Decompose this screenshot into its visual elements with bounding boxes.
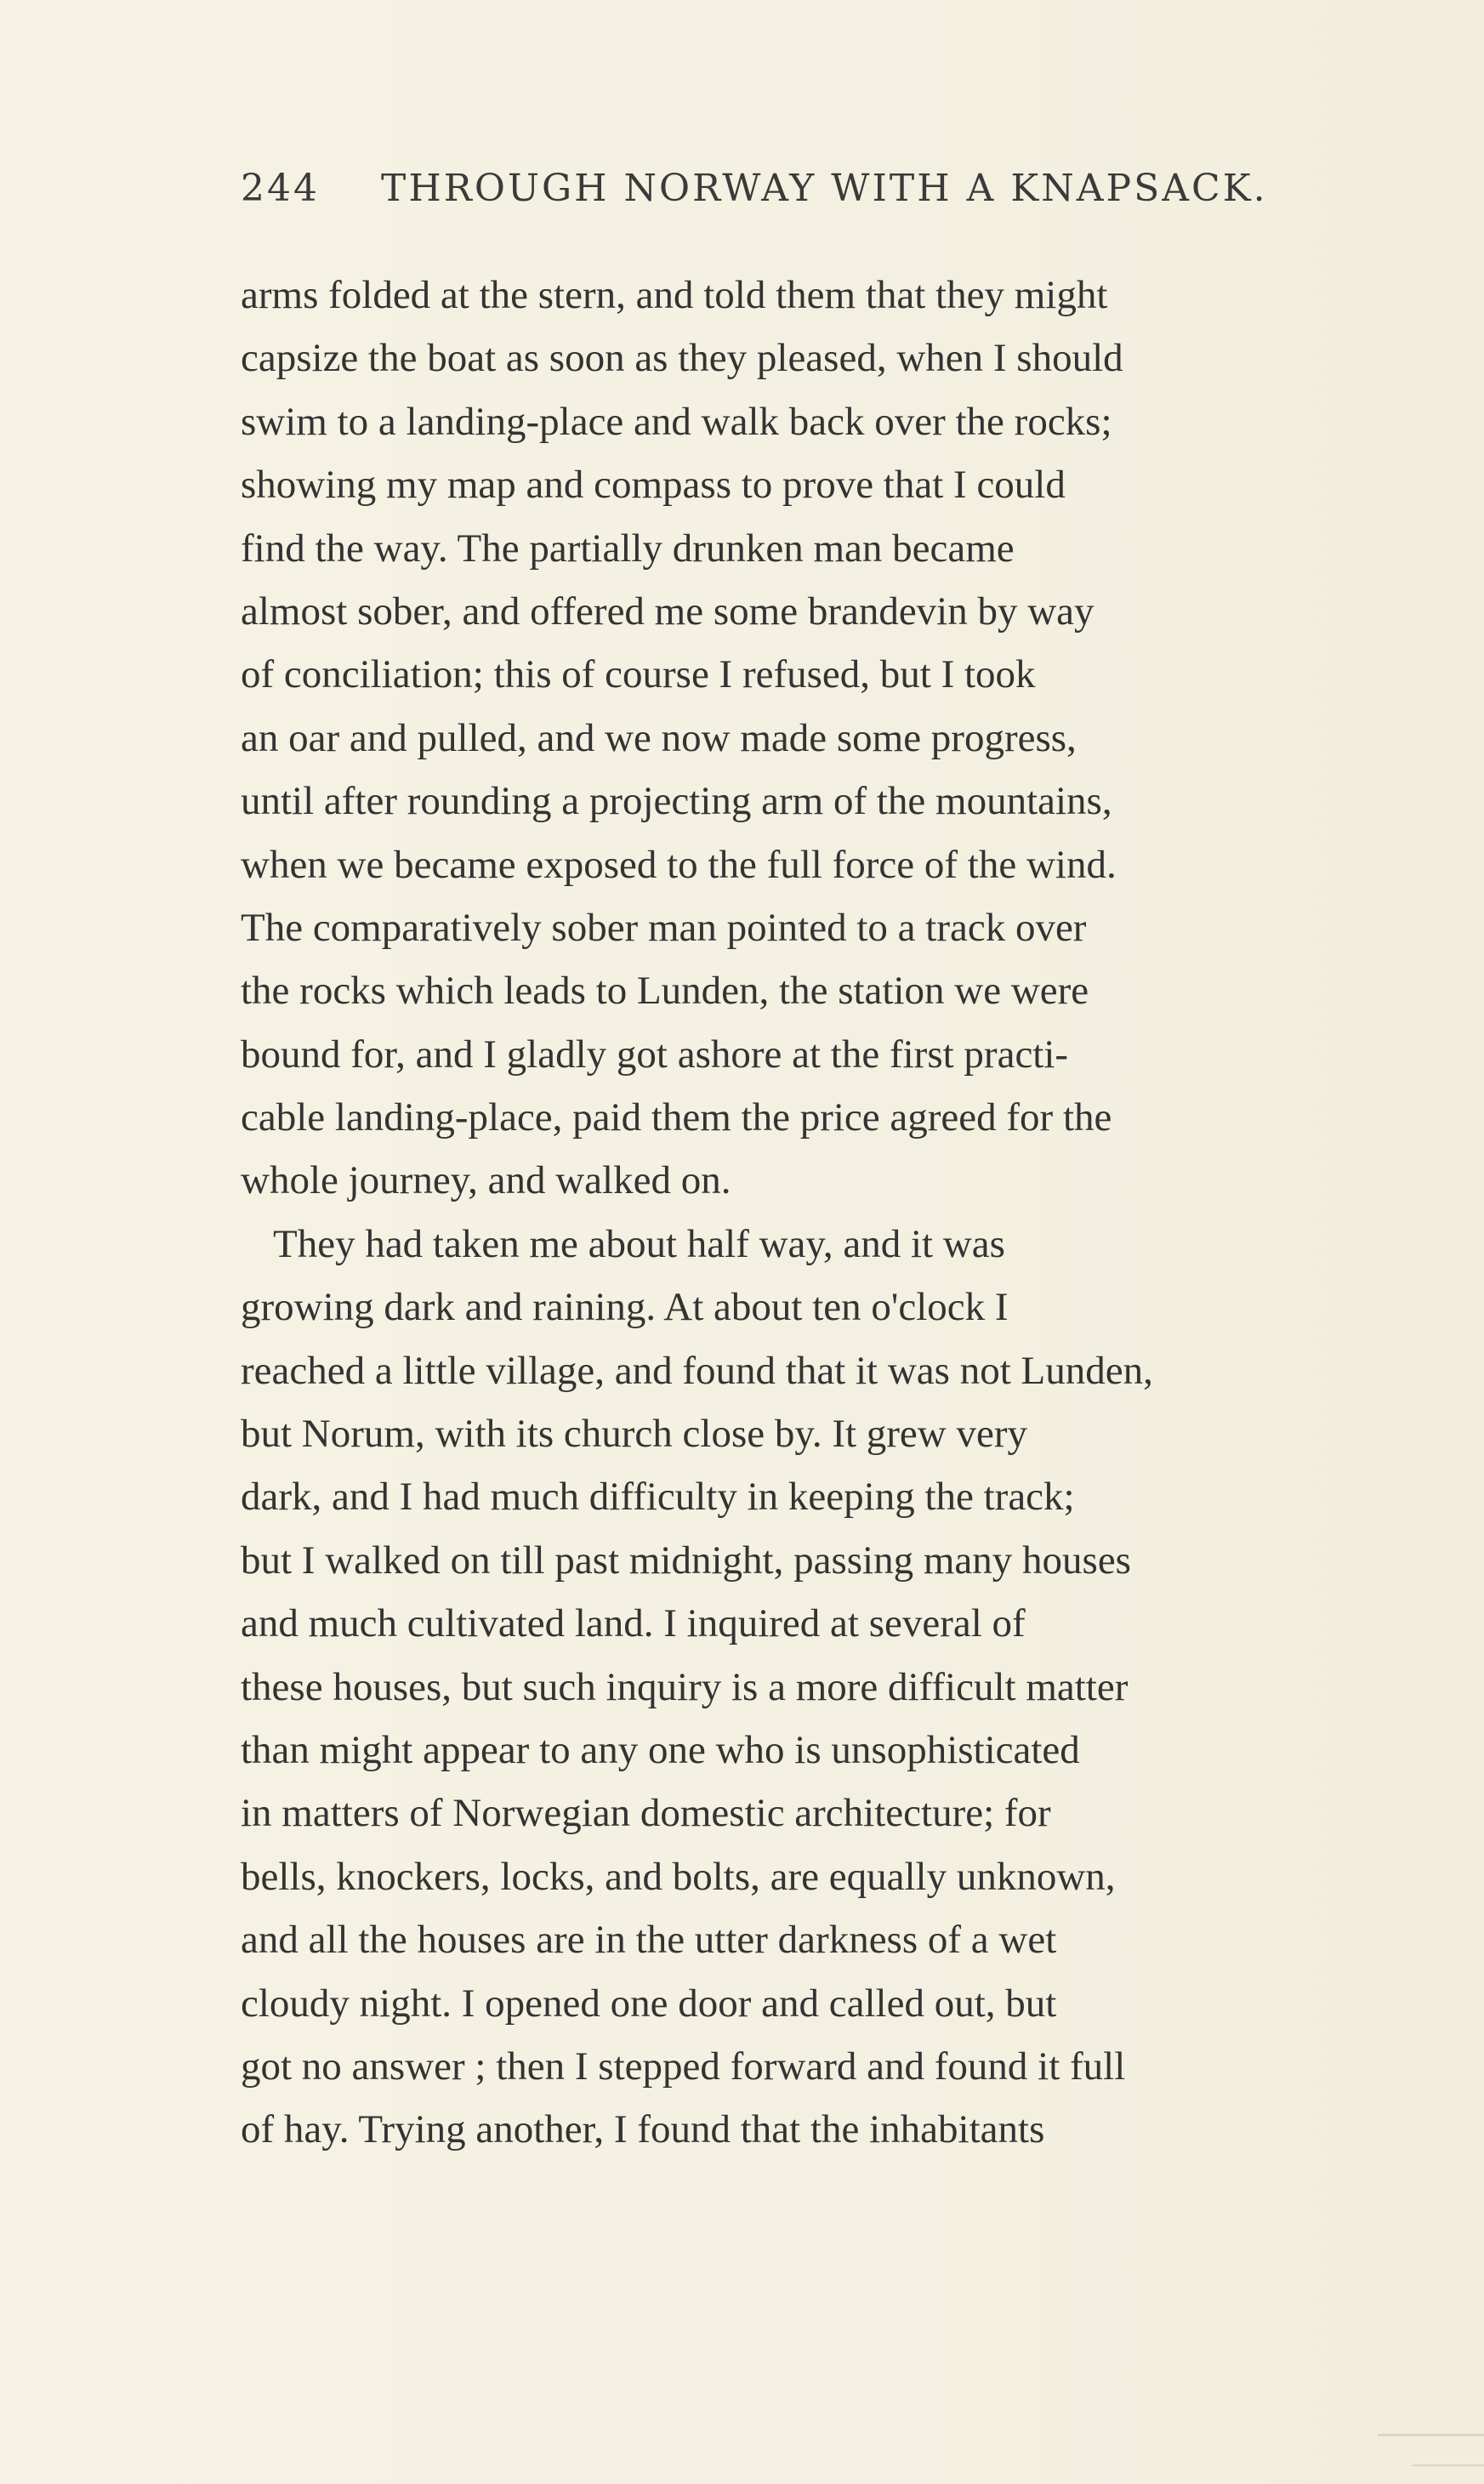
text-line: swim to a landing-place and walk back over the rocks;: [241, 399, 1112, 444]
text-line: when we became exposed to the full force of the wind.: [241, 842, 1117, 887]
text-line: an oar and pulled, and we now made some progress,: [241, 715, 1077, 760]
page-number: 244: [241, 167, 320, 210]
text-line: showing my map and compass to prove that I could: [241, 463, 1066, 508]
text-line: cable landing-place, paid them the price agreed for the: [241, 1095, 1112, 1140]
text-line: almost sober, and offered me some brandevin by way: [241, 588, 1095, 634]
text-line: got no answer ; then I stepped forward and found it full: [241, 2043, 1126, 2089]
text-line: cloudy night. I opened one door and called out, but: [241, 1981, 1057, 2026]
page-header: [241, 167, 1268, 226]
text-line: find the way. The partially drunken man became: [241, 526, 1015, 571]
paragraph-start-line: They had taken me about half way, and it was: [273, 1221, 1005, 1266]
text-line: these houses, but such inquiry is a more difficult matter: [241, 1664, 1129, 1709]
text-line: growing dark and raining. At about ten o'clock I: [241, 1285, 1009, 1330]
body-text: [241, 264, 1372, 2162]
page-edge-mark: [1412, 2464, 1484, 2466]
text-line: and all the houses are in the utter darkness of a wet: [241, 1918, 1057, 1963]
text-line: but Norum, with its church close by. It grew very: [241, 1412, 1027, 1457]
page-edge-mark: [1378, 2434, 1484, 2436]
text-line: until after rounding a projecting arm of the mountains,: [241, 779, 1112, 824]
text-line: but I walked on till past midnight, passing many houses: [241, 1538, 1131, 1583]
text-line: bells, knockers, locks, and bolts, are equally unknown,: [241, 1854, 1116, 1899]
text-line: dark, and I had much difficulty in keeping the track;: [241, 1475, 1075, 1520]
text-line: The comparatively sober man pointed to a track over: [241, 905, 1087, 950]
text-line: reached a little village, and found that it was not Lunden,: [241, 1348, 1153, 1393]
text-line: than might appear to any one who is unsophisticated: [241, 1727, 1080, 1772]
text-line: the rocks which leads to Lunden, the station we were: [241, 969, 1089, 1014]
text-line: bound for, and I gladly got ashore at the first practi-: [241, 1032, 1069, 1077]
text-line: and much cultivated land. I inquired at several of: [241, 1601, 1026, 1646]
text-line: of conciliation; this of course I refused, but I took: [241, 652, 1036, 697]
text-line: whole journey, and walked on.: [241, 1158, 731, 1203]
text-line: capsize the boat as soon as they pleased, when I should: [241, 336, 1123, 381]
text-line: in matters of Norwegian domestic architecture; for: [241, 1791, 1051, 1836]
text-line: arms folded at the stern, and told them that they might: [241, 273, 1108, 317]
text-line: of hay. Trying another, I found that the inhabitants: [241, 2107, 1045, 2152]
running-title: THROUGH NORWAY WITH A KNAPSACK.: [381, 167, 1268, 210]
